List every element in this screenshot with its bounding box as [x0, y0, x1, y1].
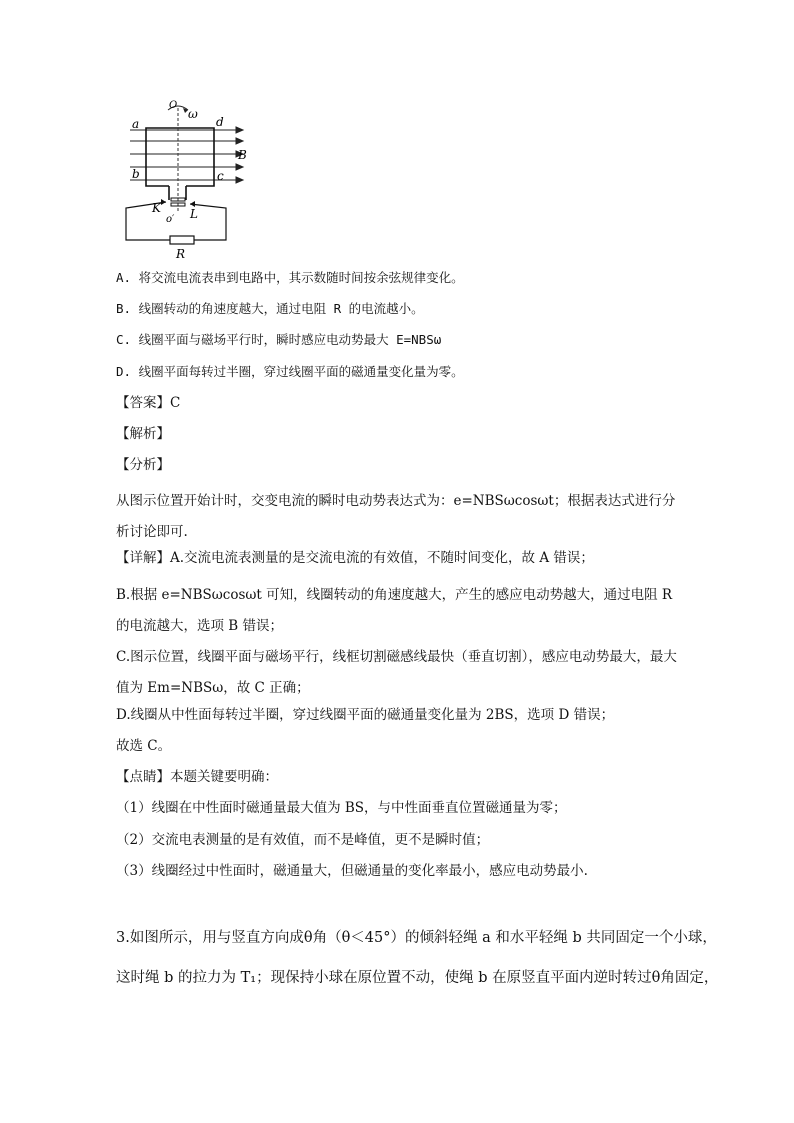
- option-a: A. 将交流电流表串到电路中，其示数随时间按余弦规律变化。: [116, 270, 464, 285]
- detail-b: B.根据 e=NBSωcosωt 可知，线圈转动的角速度越大，产生的感应电动势越大，通过电阻 R 的电流越大，选项 B 错误；: [116, 587, 673, 634]
- resistor: [170, 236, 194, 244]
- detail-conclusion: 故选 C。: [116, 738, 172, 754]
- question3-line1: 3.如图所示，用与竖直方向成θ角（θ＜45°）的倾斜轻绳 a 和水平轻绳 b 共同固定一个小球，: [116, 930, 717, 946]
- label-b: b: [132, 167, 140, 181]
- arrow-head: [236, 164, 243, 170]
- answer: 【答案】C: [116, 395, 181, 411]
- arrow-head: [236, 177, 243, 183]
- label-a: a: [132, 117, 140, 131]
- option-d: D. 线圈平面每转过半圈，穿过线圈平面的磁通量变化量为零。: [116, 364, 464, 379]
- label-R: R: [176, 247, 186, 261]
- question3-line2: 这时绳 b 的拉力为 T₁；现保持小球在原位置不动，使绳 b 在原竖直平面内逆时转过θ角固定，: [116, 970, 719, 986]
- label-K: K: [152, 201, 161, 215]
- label-d: d: [216, 115, 224, 129]
- coil-diagram: [116, 98, 256, 264]
- analysis-title: 【解析】: [116, 426, 170, 442]
- option-c: C. 线圈平面与磁场平行时，瞬时感应电动势最大 E=NBSω: [116, 332, 442, 347]
- label-L: L: [190, 207, 198, 221]
- fenxi-title: 【分析】: [116, 457, 170, 473]
- dianjing-p3: （3）线圈经过中性面时，磁通量大，但磁通量的变化率最小，感应电动势最小.: [116, 863, 588, 879]
- label-omega: ω: [188, 107, 198, 121]
- label-c: c: [217, 169, 224, 183]
- label-o-top: O: [169, 100, 178, 111]
- option-b: B. 线圈转动的角速度越大，通过电阻 R 的电流越小。: [116, 301, 424, 316]
- detail-a: 【详解】A.交流电流表测量的是交流电流的有效值，不随时间变化，故 A 错误；: [116, 550, 594, 566]
- dianjing-title: 【点睛】本题关键要明确：: [116, 769, 278, 785]
- coil-frame: [146, 128, 214, 200]
- external-circuit: [126, 202, 226, 240]
- fenxi-text: 从图示位置开始计时，交变电流的瞬时电动势表达式为：e=NBSωcosωt；根据表达式进行分析讨论即可.: [116, 493, 676, 540]
- label-o-bottom: o′: [166, 214, 175, 225]
- arrow-head: [236, 138, 243, 144]
- dianjing-p2: （2）交流电表测量的是有效值，而不是峰值，更不是瞬时值；: [116, 832, 490, 848]
- dianjing-p1: （1）线圈在中性面时磁通量最大值为 BS，与中性面垂直位置磁通量为零；: [116, 800, 567, 816]
- detail-c: C.图示位置，线圈平面与磁场平行，线框切割磁感线最快（垂直切割），感应电动势最大，最大值为 Em=NBSω，故 C 正确；: [116, 649, 677, 696]
- detail-d: D.线圈从中性面每转过半圈，穿过线圈平面的磁通量变化量为 2BS，选项 D 错误；: [116, 707, 615, 723]
- label-B: B: [238, 148, 247, 162]
- arrow-head: [236, 127, 243, 133]
